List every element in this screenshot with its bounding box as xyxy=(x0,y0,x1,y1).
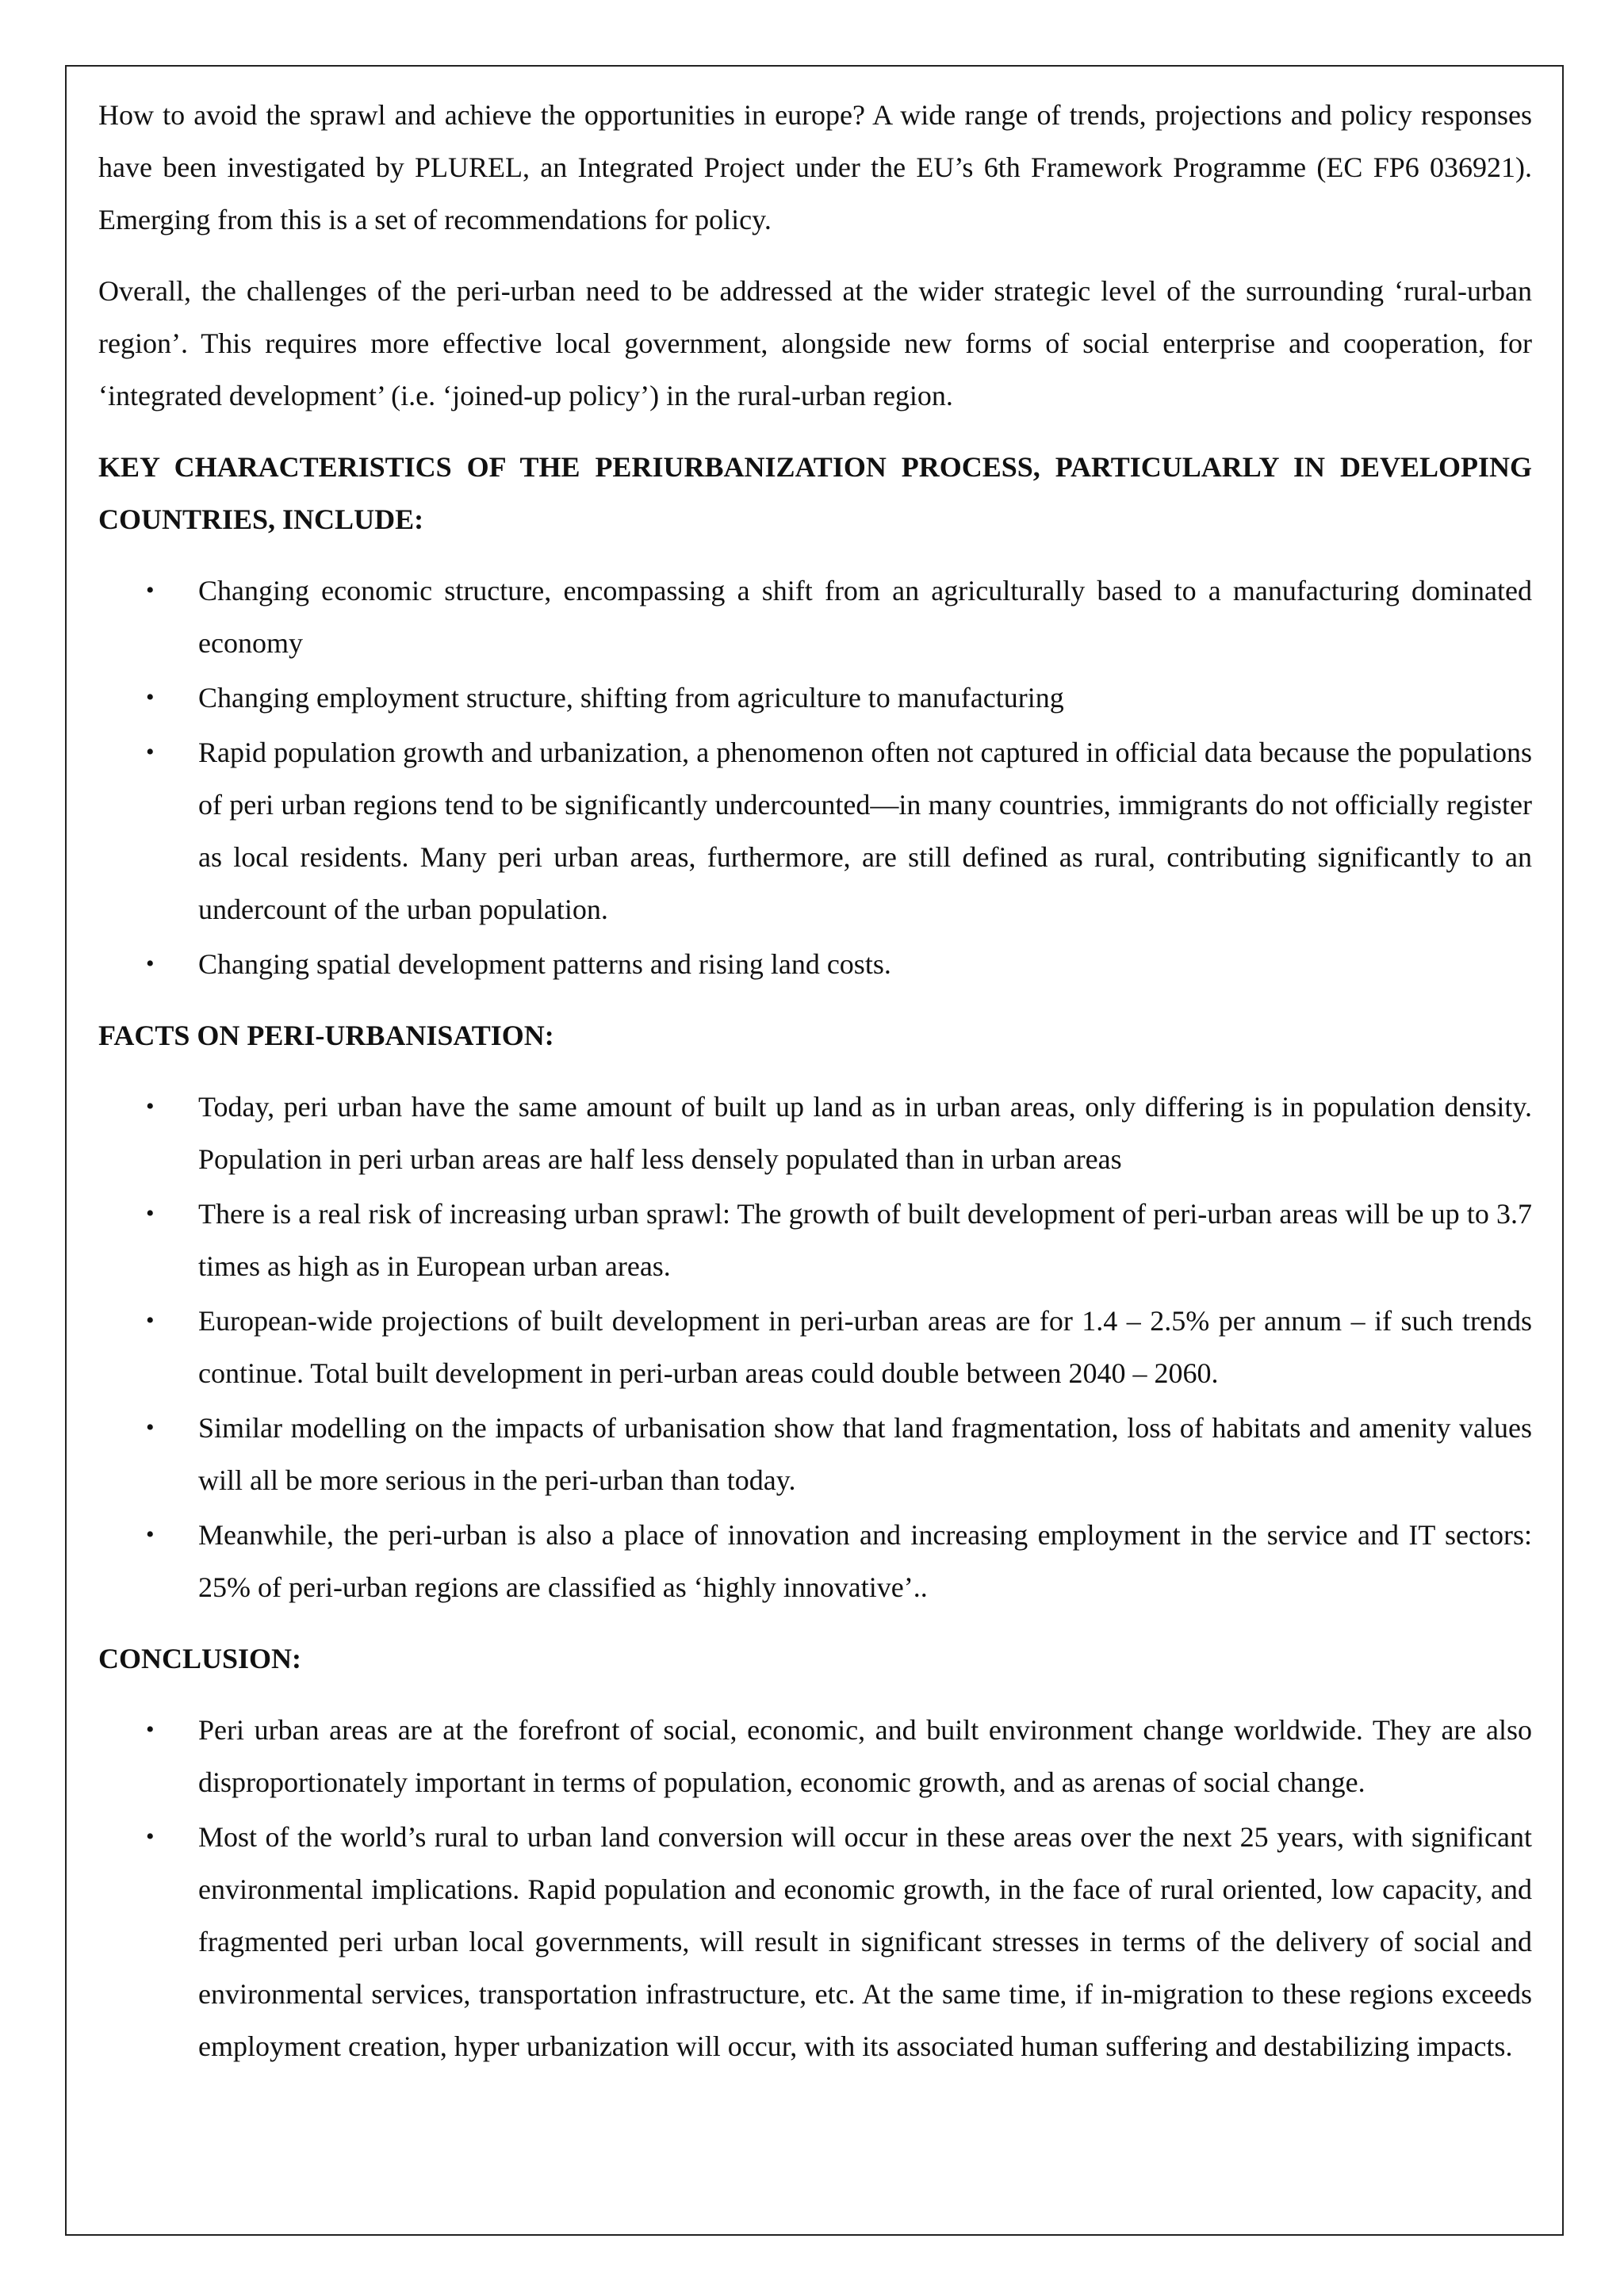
bullet-icon: • xyxy=(146,1521,155,1548)
bullet-icon: • xyxy=(146,1200,155,1226)
list-item: • Changing spatial development patterns and rising land costs. xyxy=(98,938,1532,990)
bullet-icon: • xyxy=(146,1307,155,1334)
key-characteristics-heading: KEY CHARACTERISTICS OF THE PERIURBANIZATION PROCESS, PARTICULARLY IN DEVELOPING COUNTRIES, INCLUDE: xyxy=(98,451,1532,535)
list-item: • Most of the world’s rural to urban land conversion will occur in these areas over the next 25 years, with significant environmental implications. Rapid population and economic growth, in the face of rural oriented, low capacity, and fragmented peri urban local governments, will result in significant stresses in terms of the delivery of social and environmental services, transportation infrastructure, etc. At the same time, if in-migration to these regions exceeds employment creation, hyper urbanization will occur, with its associated human suffering and destabilizing impacts. xyxy=(98,1811,1532,2072)
bullet-icon: • xyxy=(146,1823,155,1850)
list-item: • Rapid population growth and urbanization, a phenomenon often not captured in official data because the populations of peri urban regions tend to be significantly undercounted—in many countries, immigrants do not officially register as local residents. Many peri urban areas, furthermore, are still defined as rural, contributing significantly to an undercount of the urban population. xyxy=(98,726,1532,936)
bullet-icon: • xyxy=(146,951,155,977)
bullet-icon: • xyxy=(146,1093,155,1119)
document-body xyxy=(98,89,1532,2091)
list-item: • There is a real risk of increasing urban sprawl: The growth of built development of peri-urban areas will be up to 3.7 times as high as in European urban areas. xyxy=(98,1188,1532,1292)
list-item: • Today, peri urban have the same amount of built up land as in urban areas, only differing is in population density. Population in peri urban areas are half less densely populated than in urban areas xyxy=(98,1081,1532,1185)
bullet-icon: • xyxy=(146,1716,155,1743)
list-item: • Meanwhile, the peri-urban is also a place of innovation and increasing employment in the service and IT sectors: 25% of peri-urban regions are classified as ‘highly innovative’.. xyxy=(98,1509,1532,1613)
bullet-icon: • xyxy=(146,684,155,710)
facts-heading: FACTS ON PERI-URBANISATION: xyxy=(98,1020,554,1051)
list-item: • Similar modelling on the impacts of urbanisation show that land fragmentation, loss of habitats and amenity values will all be more serious in the peri-urban than today. xyxy=(98,1402,1532,1506)
bullet-icon: • xyxy=(146,1414,155,1441)
list-item: • European-wide projections of built development in peri-urban areas are for 1.4 – 2.5% per annum – if such trends continue. Total built development in peri-urban areas could double between 2040 – 2060. xyxy=(98,1295,1532,1399)
conclusion-list xyxy=(98,1704,1532,2072)
bullet-icon: • xyxy=(146,577,155,603)
bullet-icon: • xyxy=(146,739,155,765)
conclusion-heading: CONCLUSION: xyxy=(98,1643,302,1674)
list-item: • Changing employment structure, shifting from agriculture to manufacturing xyxy=(98,672,1532,724)
intro-paragraph: How to avoid the sprawl and achieve the opportunities in europe? A wide range of trends, projections and policy responses have been investigated by PLUREL, an Integrated Project under the EU’s 6th Framework Programme (EC FP6 036921). Emerging from this is a set of recommendations for policy. xyxy=(98,99,1532,235)
overall-paragraph: Overall, the challenges of the peri-urban need to be addressed at the wider strategic level of the surrounding ‘rural-urban region’. This requires more effective local government, alongside new forms of social enterprise and cooperation, for ‘integrated development’ (i.e. ‘joined-up policy’) in the rural-urban region. xyxy=(98,275,1532,411)
facts-list xyxy=(98,1081,1532,1613)
key-characteristics-list xyxy=(98,564,1532,990)
list-item: • Peri urban areas are at the forefront of social, economic, and built environment change worldwide. They are also disproportionately important in terms of population, economic growth, and as arenas of social change. xyxy=(98,1704,1532,1808)
list-item: • Changing economic structure, encompassing a shift from an agriculturally based to a manufacturing dominated economy xyxy=(98,564,1532,669)
